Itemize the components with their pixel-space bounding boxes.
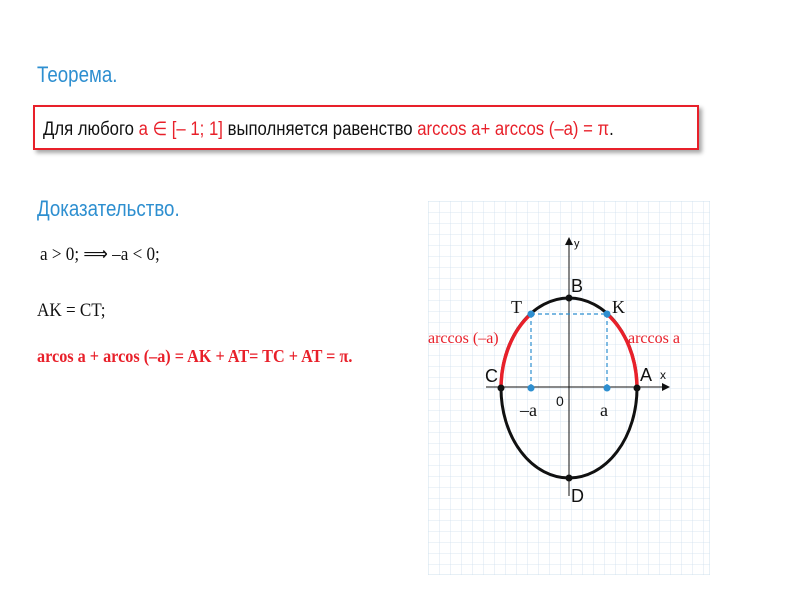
x-axis-label: x [660,368,666,382]
point-k [604,311,611,318]
y-axis-label: y [574,238,580,250]
point-neg-a [528,385,535,392]
proof-title: Доказательство. [37,196,180,221]
theorem-dot: . [609,119,614,140]
origin-label: 0 [556,393,564,409]
arc-right-label: arccos a [628,330,680,347]
theorem-equality: arccos a+ arccos (–a) = π [417,119,610,140]
point-a-x [604,385,611,392]
label-d: D [571,486,584,506]
proof-line-2: AK = CT; [37,300,106,321]
theorem-title: Теорема. [37,62,118,87]
arc-left-label: arccos (–a) [428,330,499,347]
theorem-condition: a ∈ [– 1; 1] [138,119,223,140]
theorem-prefix: Для любого [43,119,139,140]
theorem-middle: выполняется равенство [222,119,418,140]
point-d [566,475,573,482]
label-k: K [612,297,625,317]
point-a [634,385,641,392]
proof-line-1: a > 0; ⟹ –a < 0; [40,244,160,265]
proof-line-3: arcos a + arcos (–a) = AK + AT= TC + AT = π. [37,346,353,366]
point-c [498,385,505,392]
label-a: a [600,400,608,420]
theorem-statement-box [33,105,699,150]
label-a-point: A [640,365,653,385]
theorem-statement [43,118,614,141]
label-neg-a: –a [520,400,537,420]
label-b: B [571,276,584,296]
label-t: T [511,297,522,317]
label-c: C [485,366,498,386]
point-t [528,311,535,318]
unit-circle-diagram [428,201,710,575]
